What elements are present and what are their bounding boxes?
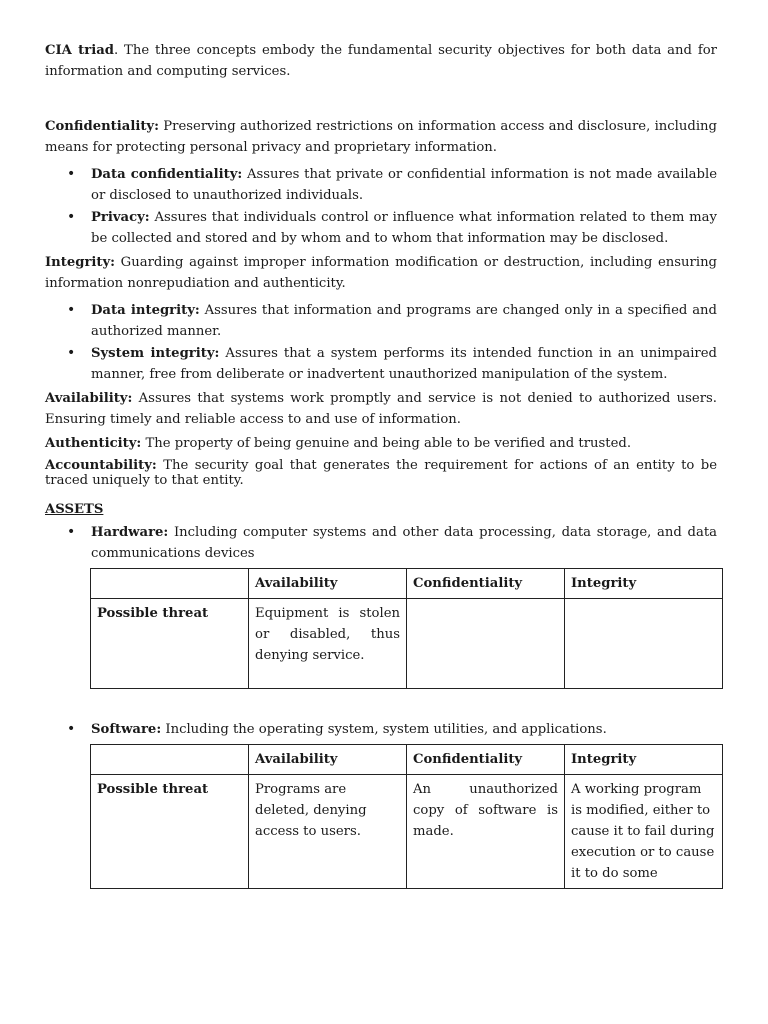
hardware-threat-table [90, 568, 723, 689]
list-item-text: Assures that private or confidential information is not made available or disclosed to unauthorized individuals. [91, 167, 718, 203]
accountability-term: Accountability: [45, 458, 157, 473]
table-row [91, 775, 723, 889]
table-header-row [91, 569, 723, 599]
table-header-cell: Integrity [565, 569, 723, 599]
authenticity-paragraph [45, 433, 717, 454]
authenticity-term: Authenticity: [45, 436, 142, 451]
list-item-term: System integrity: [91, 346, 220, 361]
table-header-cell [91, 569, 249, 599]
list-item-software [45, 719, 717, 740]
table-row [91, 599, 723, 689]
confidentiality-paragraph [45, 116, 717, 158]
confidentiality-text: Preserving authorized restrictions on information access and disclosure, including means for protecting personal privacy and proprietary information. [45, 119, 717, 155]
table-row-label: Possible threat [91, 599, 249, 689]
integrity-text: Guarding against improper information modification or destruction, including ensuring information nonrepudiation and authenticity. [45, 255, 717, 291]
table-header-cell: Confidentiality [407, 569, 565, 599]
integrity-paragraph [45, 252, 717, 294]
confidentiality-list [45, 164, 717, 249]
list-item-hardware [45, 522, 717, 564]
software-list [45, 719, 717, 740]
list-item-text: Assures that a system performs its intended function in an unimpaired manner, free from deliberate or inadvertent unauthorized manipulation of the system. [91, 346, 717, 382]
table-header-row [91, 745, 723, 775]
list-item-privacy [45, 207, 717, 249]
integrity-term: Integrity: [45, 255, 116, 270]
table-cell [565, 599, 723, 689]
intro-title: CIA triad [45, 43, 114, 58]
availability-text: Assures that systems work promptly and service is not denied to authorized users. Ensuring timely and reliable access to and use of information. [45, 391, 717, 427]
confidentiality-term: Confidentiality: [45, 119, 159, 134]
table-header-cell: Availability [249, 569, 407, 599]
accountability-paragraph [45, 458, 717, 488]
table-cell: An unauthorized copy of software is made. [407, 775, 565, 889]
table-row-label: Possible threat [91, 775, 249, 889]
intro-paragraph [45, 40, 717, 82]
list-item-term: Data integrity: [91, 303, 200, 318]
list-item-data-confidentiality [45, 164, 717, 206]
availability-term: Availability: [45, 391, 133, 406]
document-page [45, 40, 717, 889]
hardware-list [45, 522, 717, 564]
table-cell: Programs are deleted, denying access to users. [249, 775, 407, 889]
integrity-list [45, 300, 717, 385]
table-header-cell [91, 745, 249, 775]
software-threat-table [90, 744, 723, 889]
list-item-term: Hardware: [91, 525, 169, 540]
list-item-text: Including computer systems and other data processing, data storage, and data communications devices [91, 525, 717, 561]
assets-heading: ASSETS [45, 502, 104, 517]
table-header-cell: Availability [249, 745, 407, 775]
table-cell: A working program is modified, either to cause it to fail during execution or to cause it to do some [565, 775, 723, 889]
list-item-term: Privacy: [91, 210, 150, 225]
list-item-text: Assures that individuals control or influence what information related to them may be collected and stored and by whom and to whom that information may be disclosed. [91, 210, 717, 246]
list-item-term: Data confidentiality: [91, 167, 243, 182]
table-cell [407, 599, 565, 689]
list-item-term: Software: [91, 722, 162, 737]
table-cell: Equipment is stolen or disabled, thus denying service. [249, 599, 407, 689]
table-header-cell: Confidentiality [407, 745, 565, 775]
availability-paragraph [45, 388, 717, 430]
list-item-system-integrity [45, 343, 717, 385]
list-item-data-integrity [45, 300, 717, 342]
list-item-text: Including the operating system, system utilities, and applications. [161, 722, 607, 737]
accountability-text: The security goal that generates the requirement for actions of an entity to be traced uniquely to that entity. [45, 458, 717, 488]
table-header-cell: Integrity [565, 745, 723, 775]
authenticity-text: The property of being genuine and being able to be verified and trusted. [141, 436, 632, 451]
list-item-text: Assures that information and programs are changed only in a specified and authorized manner. [91, 303, 717, 339]
intro-text: . The three concepts embody the fundamental security objectives for both data and for information and computing services. [45, 43, 717, 79]
